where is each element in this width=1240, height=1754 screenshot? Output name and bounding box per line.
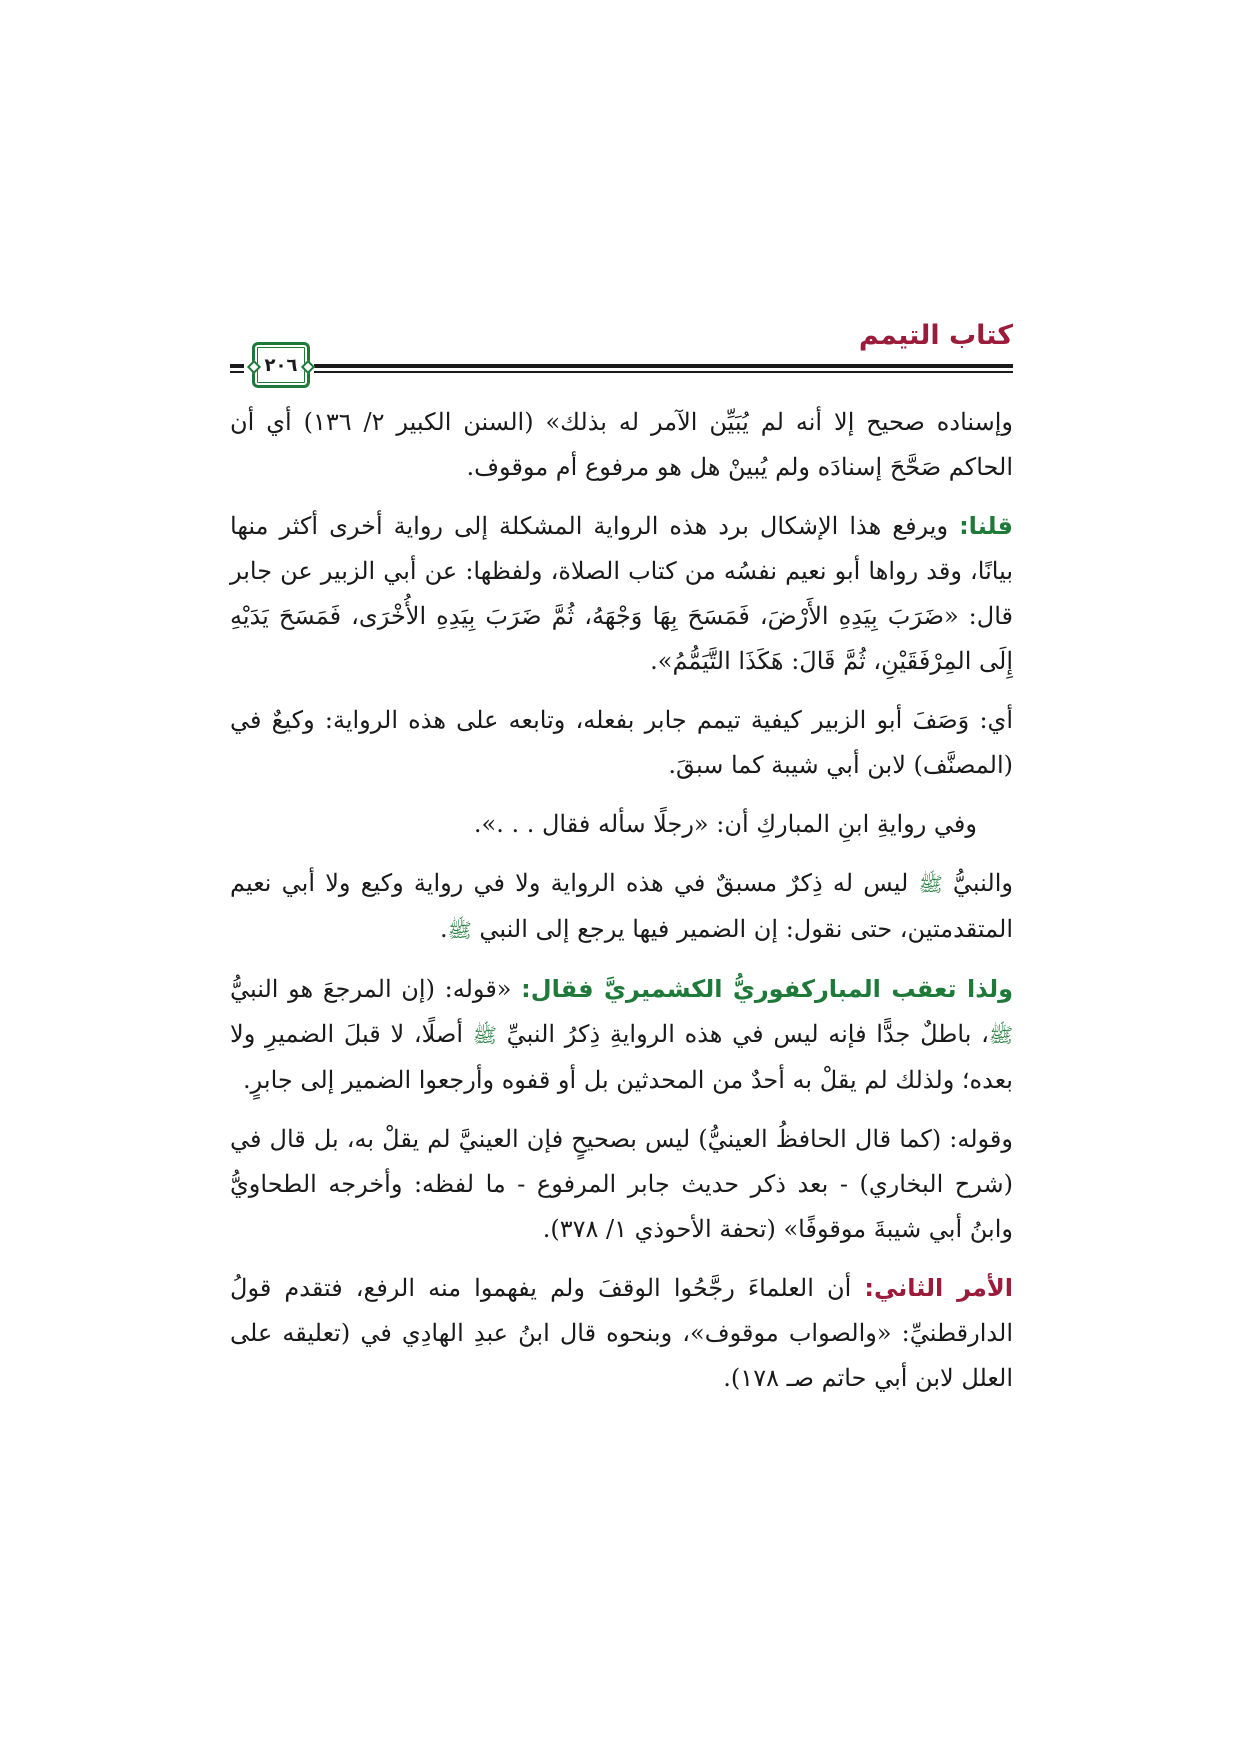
paragraph-text-a: «قوله: (إن المرجعَ هو النبيُّ	[230, 975, 522, 1003]
page-header	[230, 318, 1013, 388]
paragraph-6	[230, 967, 1013, 1103]
page-body	[230, 400, 1013, 1415]
page-number: ٢٠٦	[264, 354, 298, 376]
paragraph-text-b: ، باطلٌ جدًّا فإنه ليس في هذه الروايةِ ذِكرُ النبيِّ	[496, 1020, 989, 1048]
salla-ligature: ﷺ	[447, 918, 472, 942]
paragraph-text: وفي روايةِ ابنِ المباركِ أن: «رجلًا سأله فقال . . .».	[473, 810, 977, 838]
paragraph-8	[230, 1266, 1013, 1401]
paragraph-1	[230, 400, 1013, 490]
paragraph-text-c: .	[439, 915, 448, 943]
paragraph-text: وقوله: (كما قال الحافظُ العينيُّ) ليس بصحيحٍ فإن العينيَّ لم يقلْ به، بل قال في (شرح البخاري) - بعد ذكر حديث جابر المرفوع - ما لفظه: وأخرجه الطحاويُّ وابنُ أبي شيبةَ موقوفًا» (تحفة الأحوذي ١/ ٣٧٨).	[230, 1125, 1013, 1243]
paragraph-5	[230, 861, 1013, 953]
salla-ligature: ﷺ	[988, 1023, 1014, 1047]
chapter-title: كتاب التيمم	[858, 320, 1013, 351]
header-rule-thick	[230, 364, 1013, 368]
paragraph-lead: ولذا تعقب المباركفوريُّ الكشميريَّ فقال:	[521, 975, 1013, 1003]
header-rule-thin	[230, 371, 1013, 373]
paragraph-lead: الأمر الثاني:	[864, 1274, 1013, 1302]
paragraph-text: وإسناده صحيح إلا أنه لم يُبَيِّن الآمر له بذلك» (السنن الكبير ٢/ ١٣٦) أي أن الحاكم صَحَّحَ إسنادَه ولم يُبينْ هل هو مرفوع أم موقوف.	[230, 408, 1013, 481]
paragraph-text: أن العلماءَ رجَّحُوا الوقفَ ولم يفهموا منه الرفع، فتقدم قولُ الدارقطنيِّ: «والصواب موقوف»، وبنحوه قال ابنُ عبدِ الهادِي في (تعليقه على العلل لابن أبي حاتم صـ ١٧٨).	[230, 1274, 1013, 1392]
paragraph-3	[230, 698, 1013, 788]
paragraph-lead: قلنا:	[959, 512, 1013, 540]
paragraph-text: أي: وَصَفَ أبو الزبير كيفية تيمم جابر بفعله، وتابعه على هذه الرواية: وكيعٌ في (المصنَّف) لابن أبي شيبة كما سبقَ.	[230, 706, 1013, 779]
paragraph-text-a: والنبيُّ	[942, 869, 1013, 897]
paragraph-text: ويرفع هذا الإشكال برد هذه الرواية المشكلة إلى رواية أخرى أكثر منها بيانًا، وقد رواها أبو نعيم نفسُه من كتاب الصلاة، ولفظها: عن أبي الزبير عن جابر قال: «ضَرَبَ بِيَدِهِ الأَرْضَ، فَمَسَحَ بِهَا وَجْهَهُ، ثُمَّ ضَرَبَ بِيَدِهِ الأُخْرَى، فَمَسَحَ يَدَيْهِ إِلَى المِرْفَقَيْنِ، ثُمَّ قَالَ: هَكَذَا التَّيَمُّمُ».	[230, 512, 1013, 675]
salla-ligature: ﷺ	[472, 1023, 497, 1047]
paragraph-text-c: أصلًا، لا قبلَ الضميرِ ولا بعده؛ ولذلك لم يقلْ به أحدٌ من المحدثين بل أو قفوه وأرجعوا الضمير إلى جابرٍ.	[230, 1020, 1013, 1094]
paragraph-7	[230, 1117, 1013, 1252]
salla-ligature: ﷺ	[918, 872, 943, 896]
paragraph-text-b: ليس له ذِكرٌ مسبقٌ في هذه الرواية ولا في رواية وكيع ولا أبي نعيم المتقدمتين، حتى نقول: إن الضمير فيها يرجع إلى النبي	[230, 869, 1013, 943]
paragraph-4	[230, 802, 1013, 847]
paragraph-2	[230, 504, 1013, 684]
page-number-badge	[252, 342, 310, 388]
